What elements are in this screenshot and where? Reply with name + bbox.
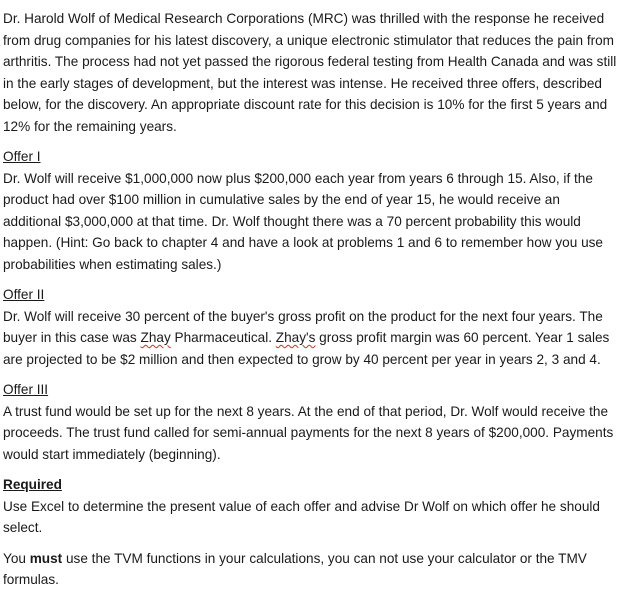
note-text-after: use the TVM functions in your calculations, you can not use your calculator or the TMV formulas. [3,550,587,587]
spellcheck-word-zhay: Zhay [140,330,171,345]
offer-1-heading: Offer I [3,149,41,164]
offer-2-heading: Offer II [3,287,45,302]
offer-1-body: Dr. Wolf will receive $1,000,000 now plus $200,000 each year from years 6 through 15. Also, if the product had over $100 million in cumulative sales by the end of year 15, he would receive an additional $3,000,000 at that time. Dr. Wolf thought there was a 70 percent probability this would happen. (Hint: Go back to chapter 4 and have a look at problems 1 and 6 to remember how you use probabilities when estimating sales.) [3,170,603,272]
offer-3-heading: Offer III [3,382,49,397]
note-text-before: You [3,550,30,566]
offer-2-text-c: gross profit margin was 60 percent. Year 1 sales are projected to be $2 million and then expected to grow by 40 percent per year in years 2, 3 and 4. [3,330,610,367]
offer-2-section [3,284,619,370]
spellcheck-word-zhays: Zhay's [275,330,316,345]
offer-3-body: A trust fund would be set up for the next 8 years. At the end of that period, Dr. Wolf would receive the proceeds. The trust fund called for semi-annual payments for the next 8 years of $200,000. Payments would start immediately (beginning). [3,403,614,462]
note-paragraph [3,548,619,591]
offer-1-section [3,146,619,275]
required-heading: Required [3,477,62,492]
offer-2-text-a: Dr. Wolf will receive 30 percent of the buyer's gross profit on the product for the next four years. The buyer in this case was [3,308,603,345]
offer-2-text-b: Pharmaceutical. [170,330,276,345]
required-section [3,474,619,539]
note-emphasis: must [29,550,63,566]
offer-3-section [3,379,619,465]
offer-2-body [3,306,619,371]
required-body: Use Excel to determine the present value of each offer and advise Dr Wolf on which offer he should select. [3,498,600,535]
intro-paragraph: Dr. Harold Wolf of Medical Research Corporations (MRC) was thrilled with the response he received from drug companies for his latest discovery, a unique electronic stimulator that reduces the pain from arthritis. The process had not yet passed the rigorous federal testing from Health Canada and was still in the early stages of development, but the interest was intense. He received three offers, described below, for the discovery. An appropriate discount rate for this decision is 10% for the first 5 years and 12% for the remaining years. [3,11,617,134]
